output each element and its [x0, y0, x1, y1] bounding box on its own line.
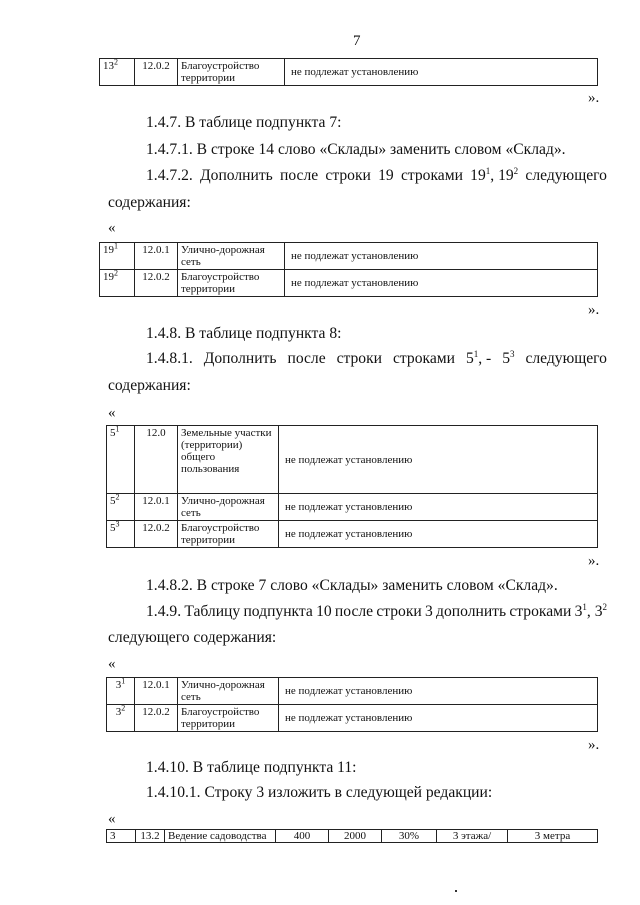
- table-row: $3^2$ 12.0.2 Благоустройство территории не подлежат установлению: [107, 705, 598, 732]
- table-d: [106, 677, 598, 732]
- table-row: $3^1$ 12.0.1 Улично-дорожная сеть не подлежат установлению: [107, 678, 598, 705]
- table-row: [100, 59, 598, 86]
- table-b: [99, 242, 598, 297]
- table-row: $5^3$ 12.0.2 Благоустройство территории не подлежат установлению: [107, 521, 598, 548]
- table-row: $19^2$ 12.0.2 Благоустройство территории не подлежат установлению: [100, 270, 598, 297]
- row-number: $13^2$: [100, 59, 135, 86]
- row-name: Благоустройство территории: [178, 59, 285, 86]
- paragraph-1-4-8: 1.4.8. В таблице подпункта 8:: [146, 325, 342, 342]
- table-a: [99, 58, 598, 86]
- paragraph-1-4-7-2: 1.4.7.2. Дополнить после строки 19 строками $19^1$, $19^2$ следующего: [146, 165, 607, 184]
- closing-quote: ».: [588, 553, 600, 569]
- paragraph-1-4-9-cont: следующего содержания:: [108, 629, 277, 646]
- paragraph-1-4-9: 1.4.9. Таблицу подпункта 10 после строки 3 дополнить строками $3^1$, $3^2$: [146, 601, 607, 620]
- table-e: [106, 829, 598, 843]
- closing-quote: ».: [588, 302, 600, 318]
- opening-quote: «: [108, 220, 116, 236]
- table-row: 3 13.2 Ведение садоводства 400 2000 30% 3 этажа/ 3 метра: [107, 830, 598, 843]
- row-value: не подлежат установлению: [285, 59, 598, 86]
- opening-quote: «: [108, 405, 116, 421]
- paragraph-1-4-7-2-cont: содержания:: [108, 194, 191, 211]
- table-c: [106, 425, 598, 548]
- paragraph-1-4-8-1: 1.4.8.1. Дополнить после строки строками $5^1$, - $5^3$ следующего: [146, 348, 607, 367]
- paragraph-1-4-10-1: 1.4.10.1. Строку 3 изложить в следующей редакции:: [146, 784, 493, 801]
- paragraph-1-4-7-1: 1.4.7.1. В строке 14 слово «Склады» заменить словом «Склад».: [146, 141, 566, 158]
- paragraph-1-4-10: 1.4.10. В таблице подпункта 11:: [146, 759, 357, 776]
- scan-speck: [455, 890, 457, 892]
- paragraph-1-4-7: 1.4.7. В таблице подпункта 7:: [146, 114, 342, 131]
- table-row: $5^2$ 12.0.1 Улично-дорожная сеть не подлежат установлению: [107, 494, 598, 521]
- paragraph-1-4-8-2: 1.4.8.2. В строке 7 слово «Склады» заменить словом «Склад».: [146, 577, 558, 594]
- paragraph-1-4-8-1-cont: содержания:: [108, 377, 191, 394]
- opening-quote: «: [108, 656, 116, 672]
- page-number: 7: [353, 33, 361, 49]
- row-code: 12.0.2: [135, 59, 178, 86]
- opening-quote: «: [108, 811, 116, 827]
- table-row: $19^1$ 12.0.1 Улично-дорожная сеть не подлежат установлению: [100, 243, 598, 270]
- closing-quote: ».: [588, 90, 600, 106]
- closing-quote: ».: [588, 737, 600, 753]
- table-row: $5^1$ 12.0 Земельные участки (территории) общего пользования не подлежат установлению: [107, 426, 598, 494]
